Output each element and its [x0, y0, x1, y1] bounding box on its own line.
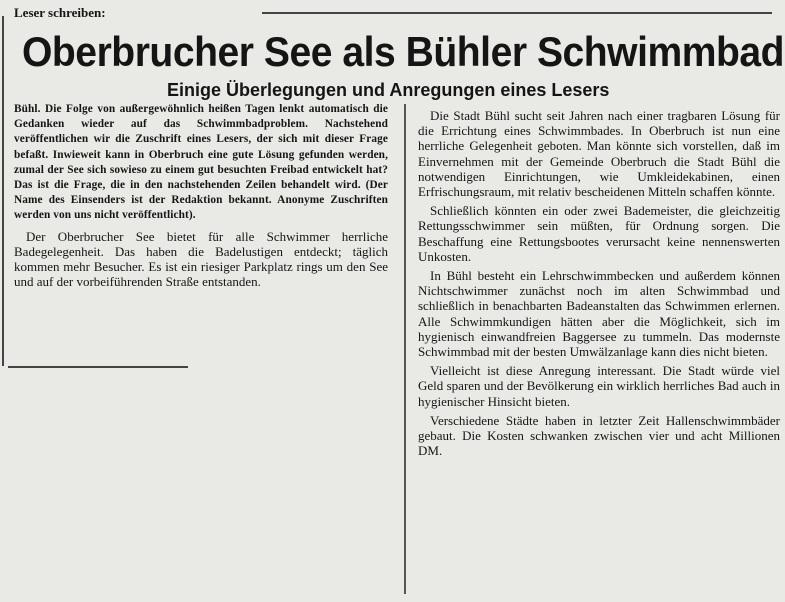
column-end-rule: [8, 366, 188, 368]
body-paragraph: Verschiedene Städte haben in letzter Zeit Hallenschwimmbäder gebaut. Die Kosten schwanken zwischen vier und acht Millionen DM.: [418, 412, 780, 459]
body-paragraph: In Bühl besteht ein Lehrschwimmbecken und außerdem können Nichtschwimmer zunächst noch im alten Schwimmbad und schließlich in benachbarten Badeanstalten das Schwimmen erlernen. Alle Schwimmkundigen hätten aber die Möglichkeit, sich im hygienisch einwandfreien Baggersee zu tummeln. Das modernste Schwimmbad mit der besten Umwälzanlage kann dies nicht bieten.: [418, 268, 780, 360]
left-rule: [2, 16, 4, 366]
top-rule: [262, 12, 772, 14]
headline: Oberbrucher See als Bühler Schwimmbad: [22, 28, 785, 75]
right-column: [418, 108, 780, 458]
body-paragraph: Die Stadt Bühl sucht seit Jahren nach einer tragbaren Lösung für die Errichtung eines Schwimmbades. In Oberbruch ist nun eine herrliche Gelegenheit geboten. Man könnte sich vorstellen, daß im Einvernehmen mit der Gemeinde Oberbruch die Stadt Bühl die notwendigen Einrichtungen, wie Umkleidekabinen, einen Erfrischungsraum, mit relativ bescheidenen Mitteln schaffen könnte.: [418, 108, 780, 200]
body-paragraph: Der Oberbrucher See bietet für alle Schwimmer herrliche Badegelegenheit. Das haben die Badelustigen entdeckt; täglich kommen mehr Besucher. Es ist ein riesiger Parkplatz rings um den See und auf der vorbeiführenden Straße entstanden.: [14, 228, 388, 290]
intro-paragraph: Bühl. Die Folge von außergewöhnlich heißen Tagen lenkt automatisch die Gedanken wieder auf das Schwimmbadproblem. Nachstehend veröffentlichen wir die Zuschrift eines Lesers, der sich mit dieser Frage befaßt. Inwieweit kann in Oberbruch eine gute Lösung gefunden werden, zumal der See sich sowieso zu einem gut besuchten Freibad entwickelt hat? Das ist die Frage, die in den nachstehenden Zeilen behandelt wird. (Der Name des Einsenders ist der Redaktion bekannt. Anonyme Zuschriften werden von uns nicht veröffentlicht).: [14, 103, 388, 222]
column-divider: [404, 104, 406, 594]
subheadline: Einige Überlegungen und Anregungen eines Lesers: [167, 80, 610, 100]
section-kicker: Leser schreiben:: [14, 5, 106, 20]
left-column: [14, 102, 388, 289]
body-paragraph: Schließlich könnten ein oder zwei Bademeister, die gleichzeitig Rettungsschwimmer sein müßten, für Ordnung sorgen. Die Beschaffung eine Rettungsbootes verursacht keine nennenswerten Unkosten.: [418, 203, 780, 264]
body-paragraph: Vielleicht ist diese Anregung interessant. Die Stadt würde viel Geld sparen und der Bevölkerung ein wirklich herrliches Bad auch in hygienischer Hinsicht bieten.: [418, 363, 780, 409]
